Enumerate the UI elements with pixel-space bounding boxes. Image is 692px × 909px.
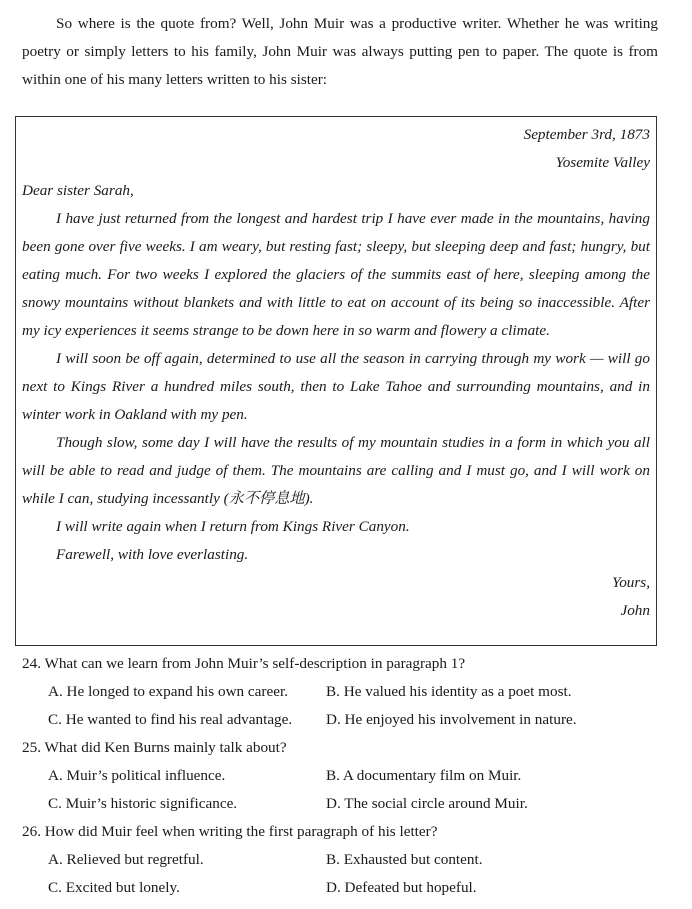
question-24: 24. What can we learn from John Muir’s self-description in paragraph 1? xyxy=(22,655,466,672)
question-26: 26. How did Muir feel when writing the first paragraph of his letter? xyxy=(22,823,438,840)
question-24-option-c: C. He wanted to find his real advantage. xyxy=(48,711,293,728)
question-24-option-d: D. He enjoyed his involvement in nature. xyxy=(326,711,577,728)
question-24-options-row-1 xyxy=(22,678,662,706)
letter-signature: John xyxy=(620,602,650,619)
question-25-option-c: C. Muir’s historic significance. xyxy=(48,795,238,812)
letter xyxy=(22,121,650,625)
question-25-option-b: B. A documentary film on Muir. xyxy=(326,767,522,784)
letter-place: Yosemite Valley xyxy=(555,154,650,171)
question-26-option-b: B. Exhausted but content. xyxy=(326,851,483,868)
question-24-option-a: A. He longed to expand his own career. xyxy=(48,683,288,700)
letter-paragraph-3: Though slow, some day I will have the results of my mountain studies in a form in which you all will be able to read and judge of them. The mountains are calling and I must go, and I will work on while I can, studying incessantly (永不停息地). xyxy=(22,434,650,507)
question-26-option-d: D. Defeated but hopeful. xyxy=(326,879,477,896)
question-24-option-b: B. He valued his identity as a poet most. xyxy=(326,683,572,700)
letter-salutation: Dear sister Sarah, xyxy=(22,182,134,199)
question-25-options-row-2 xyxy=(22,790,662,818)
letter-box xyxy=(15,116,657,646)
intro-paragraph: So where is the quote from? Well, John Muir was a productive writer. Whether he was writing poetry or simply letters to his family, John Muir was always putting pen to paper. The quote is from within one of his many letters written to his sister: xyxy=(22,15,658,88)
letter-paragraph-5: Farewell, with love everlasting. xyxy=(56,546,249,563)
question-26-options-row-1 xyxy=(22,846,662,874)
question-26-option-c: C. Excited but lonely. xyxy=(48,879,180,896)
question-26-option-a: A. Relieved but regretful. xyxy=(48,851,204,868)
question-25: 25. What did Ken Burns mainly talk about? xyxy=(22,739,287,756)
letter-paragraph-4: I will write again when I return from Kings River Canyon. xyxy=(56,518,410,535)
question-25-options-row-1 xyxy=(22,762,662,790)
question-24-options-row-2 xyxy=(22,706,662,734)
letter-closing: Yours, xyxy=(612,574,650,591)
letter-paragraph-1: I have just returned from the longest and hardest trip I have ever made in the mountains, having been gone over five weeks. I am weary, but resting fast; sleepy, but sleeping deep and fast; hungry, but eating much. For two weeks I explored the glaciers of the summits east of here, sleeping among the snowy mountains without blankets and with little to eat on account of its being so inaccessible. After my icy experiences it seems strange to be down here in so warm and flowery a climate. xyxy=(22,210,650,339)
questions-section xyxy=(22,650,662,902)
letter-date: September 3rd, 1873 xyxy=(523,126,650,143)
letter-paragraph-2: I will soon be off again, determined to use all the season in carrying through my work — will go next to Kings River a hundred miles south, then to Lake Tahoe and surrounding mountains, and in winter work in Oakland with my pen. xyxy=(22,350,650,423)
question-26-options-row-2 xyxy=(22,874,662,902)
question-25-option-a: A. Muir’s political influence. xyxy=(48,767,226,784)
question-25-option-d: D. The social circle around Muir. xyxy=(326,795,528,812)
